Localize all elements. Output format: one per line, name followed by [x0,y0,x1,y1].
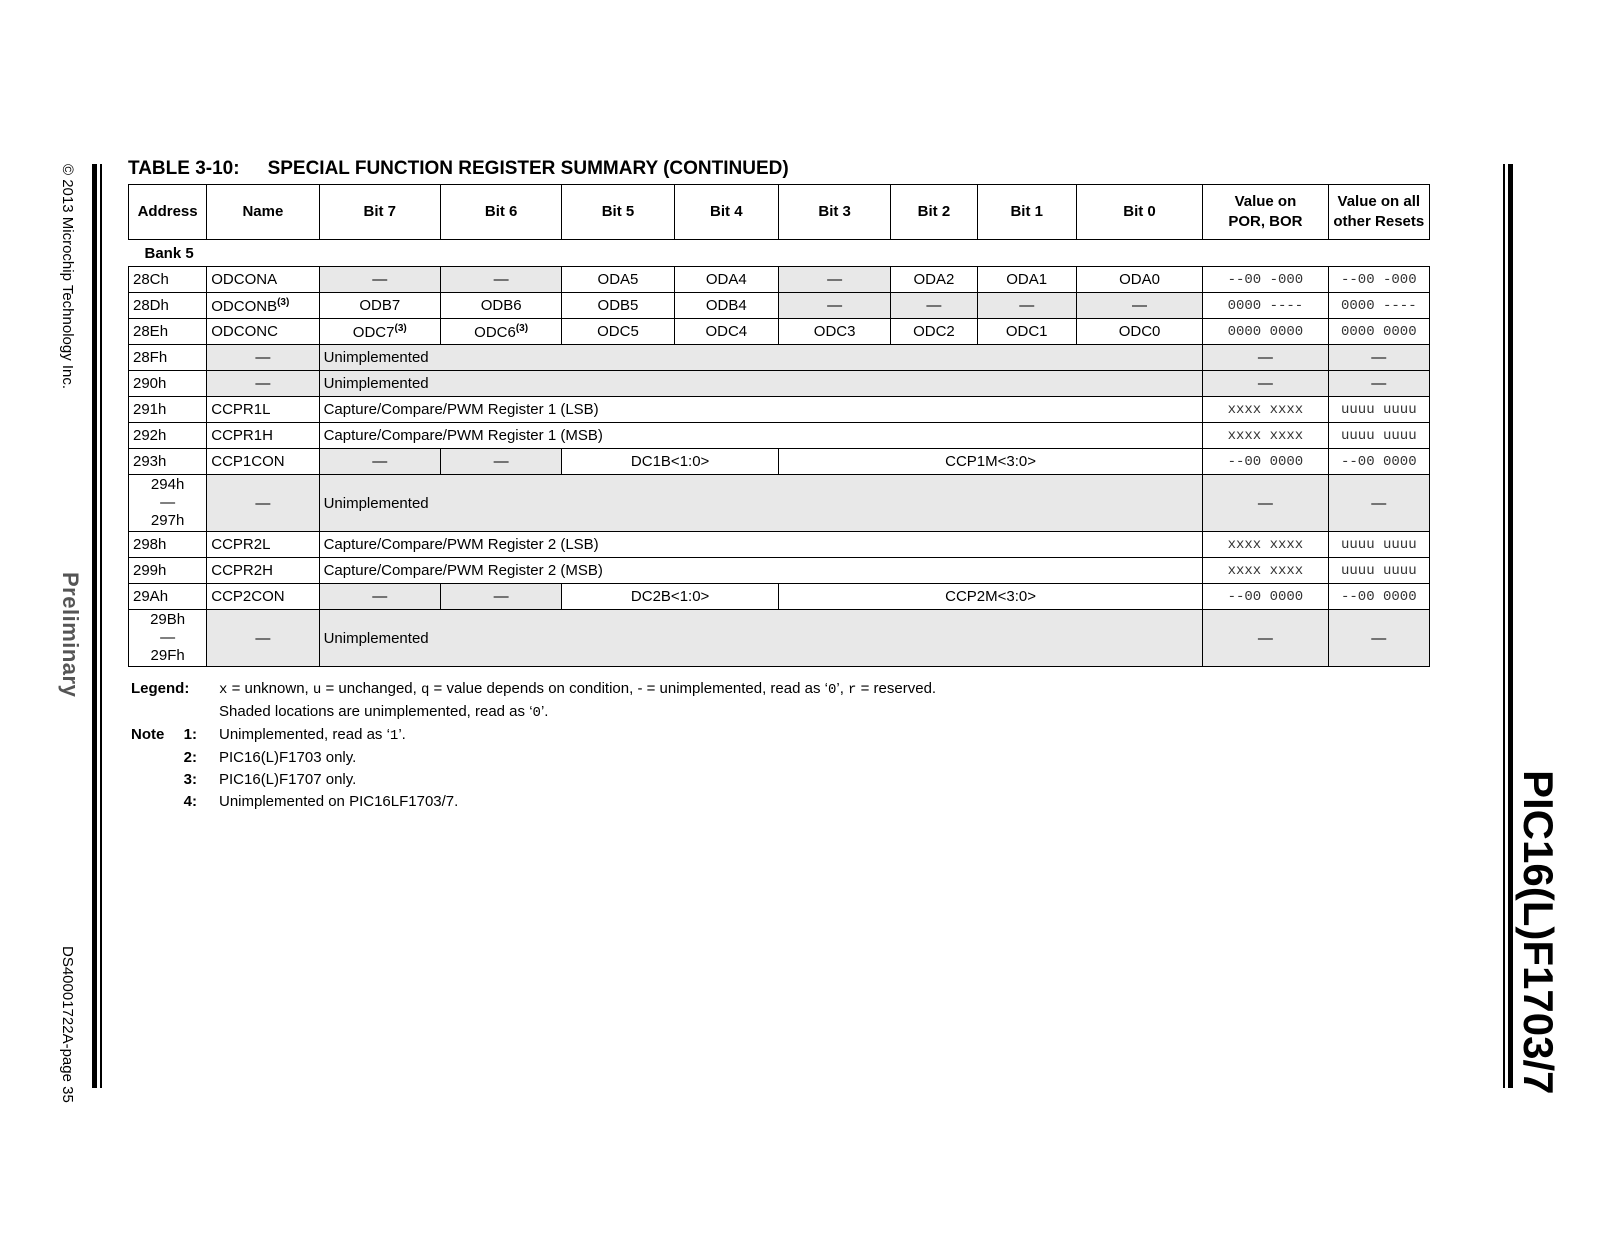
register-name-cell: CCPR2L [207,532,319,558]
col-header-name: Name [207,185,319,240]
col-header-bit5: Bit 5 [562,185,674,240]
legend-shaded-b: ’. [540,703,549,720]
table-row [129,475,1430,532]
note-1-b: ’. [398,726,406,743]
footnote-ref: (3) [394,322,407,334]
note-label [131,724,219,747]
legend-text [219,678,936,701]
address-cell: 28Eh [129,319,207,345]
address-cell: 299h [129,558,207,584]
legend-q: q [420,682,430,698]
register-name-cell: — [207,610,319,667]
bit6-cell: — [440,267,561,293]
table-row [129,584,1430,610]
other-reset-value-cell: — [1328,610,1429,667]
legend-after-zero: ’, [836,680,849,697]
table-row [129,397,1430,423]
address-cell: 291h [129,397,207,423]
address-range-end: 29Fh [150,647,185,664]
header-row [129,185,1430,240]
legend-shaded-text [219,701,548,724]
address-range-cell [129,475,207,532]
other-reset-value-cell: --00 0000 [1328,449,1429,475]
bit0-cell: — [1076,293,1202,319]
note-1-a: Unimplemented, read as ‘ [219,726,390,743]
note-1 [131,724,936,747]
note-number: 2: [183,749,197,766]
register-name-cell: CCP1CON [207,449,319,475]
bank-row [129,240,1430,267]
legend-shaded-zero: 0 [532,705,541,721]
col-header-bit3: Bit 3 [778,185,890,240]
note-number: 3: [183,771,197,788]
col-header-bit1: Bit 1 [977,185,1076,240]
table-row [129,449,1430,475]
bit6-cell [440,319,561,345]
bit1-cell: — [977,293,1076,319]
por-value-cell: --00 0000 [1203,584,1328,610]
legend-x: x [219,682,228,698]
bit6-cell: — [440,584,561,610]
address-cell: 28Dh [129,293,207,319]
bit2-cell: ODA2 [891,267,977,293]
other-reset-value-cell: --00 0000 [1328,584,1429,610]
legend-indent [131,701,219,724]
col-header-address: Address [129,185,207,240]
description-cell: Unimplemented [319,475,1203,532]
address-cell: 28Ch [129,267,207,293]
other-reset-value-cell: uuuu uuuu [1328,397,1429,423]
legend-label: Legend: [131,680,190,697]
left-border-bar-thick [92,164,97,1088]
other-header-line2: other Resets [1333,213,1425,230]
col-header-bit2: Bit 2 [891,185,977,240]
table-number: TABLE 3-10: [128,158,240,179]
description-cell: Unimplemented [319,610,1203,667]
other-reset-value-cell: --00 -000 [1328,267,1429,293]
part-number-heading: PIC16(L)F1703/7 [1515,770,1562,1095]
address-cell: 293h [129,449,207,475]
note-text: PIC16(L)F1703 only. [219,749,357,766]
table-row [129,267,1430,293]
por-value-cell: --00 0000 [1203,449,1328,475]
register-name: ODCONB [211,297,278,315]
note-text [219,724,406,747]
note-4 [131,791,936,813]
note-number: 1: [183,726,197,743]
por-value-cell: --00 -000 [1203,267,1328,293]
bit7-cell: — [319,267,440,293]
legend-x-text: = unknown, [227,680,313,697]
bit4-cell: ODC4 [674,319,778,345]
description-cell: Capture/Compare/PWM Register 2 (LSB) [319,532,1203,558]
register-name-cell: ODCONC [207,319,319,345]
col-header-por-bor [1203,185,1328,240]
por-value-cell: — [1203,475,1328,532]
bank-label: Bank 5 [144,244,194,262]
table-row [129,345,1430,371]
note-label [131,747,219,769]
copyright-notice: © 2013 Microchip Technology Inc. [59,164,76,390]
table-title [128,158,789,180]
bit7-cell: — [319,449,440,475]
bit7-cell [319,319,440,345]
description-cell: Capture/Compare/PWM Register 1 (LSB) [319,397,1203,423]
por-value-cell: — [1203,345,1328,371]
note-3 [131,769,936,791]
por-header-line2: POR, BOR [1228,213,1303,230]
right-border-bar-thin [1503,164,1505,1088]
table-row [129,532,1430,558]
por-header-line1: Value on [1234,193,1297,210]
bit4-cell: ODA4 [674,267,778,293]
register-name-cell: — [207,371,319,397]
address-range-dash: — [160,494,176,511]
address-range-end: 297h [150,512,185,529]
document-page-number: DS40001722A-page 35 [59,946,76,1103]
table-row [129,558,1430,584]
legend-u: u [312,682,322,698]
table-row [129,610,1430,667]
bit3-cell: — [778,267,890,293]
other-reset-value-cell: — [1328,475,1429,532]
description-cell: Unimplemented [319,371,1203,397]
table-row [129,319,1430,345]
bit6-cell: ODB6 [440,293,561,319]
col-header-bit0: Bit 0 [1076,185,1202,240]
legend-shaded-a: Shaded locations are unimplemented, read as ‘ [219,703,533,720]
address-range-cell [129,610,207,667]
description-cell: Capture/Compare/PWM Register 1 (MSB) [319,423,1203,449]
address-cell: 28Fh [129,345,207,371]
register-name-cell: — [207,345,319,371]
ccpm-bits-cell: CCP1M<3:0> [778,449,1202,475]
bit7-cell: ODB7 [319,293,440,319]
address-range-start: 294h [150,476,185,493]
address-range-start: 29Bh [150,611,186,628]
other-reset-value-cell: uuuu uuuu [1328,532,1429,558]
bit5-cell: ODA5 [562,267,674,293]
register-name-cell: ODCONA [207,267,319,293]
note-2 [131,747,936,769]
bit0-cell: ODC0 [1076,319,1202,345]
address-range-dash: — [160,629,176,646]
por-value-cell: xxxx xxxx [1203,558,1328,584]
bit1-cell: ODA1 [977,267,1076,293]
bit1-cell: ODC1 [977,319,1076,345]
description-cell: Unimplemented [319,345,1203,371]
note-text: Unimplemented on PIC16LF1703/7. [219,793,459,810]
other-reset-value-cell: — [1328,371,1429,397]
dc-bits-cell: DC2B<1:0> [562,584,779,610]
table-caption: SPECIAL FUNCTION REGISTER SUMMARY (CONTINUED) [267,158,789,179]
bit5-cell: ODC5 [562,319,674,345]
note-number: 4: [183,793,197,810]
legend-q-text: = value depends on condition, - = unimplemented, read as ‘ [429,680,828,697]
legend-r: r [848,682,857,698]
description-cell: Capture/Compare/PWM Register 2 (MSB) [319,558,1203,584]
por-value-cell: 0000 0000 [1203,319,1328,345]
note-label [131,791,219,813]
address-cell: 292h [129,423,207,449]
legend-block [131,678,936,813]
register-name-cell: CCP2CON [207,584,319,610]
note-word: Note [131,726,165,743]
note-1-one: 1 [389,728,399,744]
other-reset-value-cell: 0000 0000 [1328,319,1429,345]
address-cell: 290h [129,371,207,397]
bit6-cell: — [440,449,561,475]
bit-name: ODC7 [352,323,395,341]
register-name-cell: CCPR1H [207,423,319,449]
note-text: PIC16(L)F1707 only. [219,771,357,788]
legend-line-1 [131,678,936,701]
other-reset-value-cell: 0000 ---- [1328,293,1429,319]
footnote-ref: (3) [515,322,529,334]
por-value-cell: xxxx xxxx [1203,397,1328,423]
legend-zero: 0 [827,682,837,698]
bit4-cell: ODB4 [674,293,778,319]
register-name-cell: — [207,475,319,532]
other-reset-value-cell: — [1328,345,1429,371]
legend-u-text: = unchanged, [321,680,421,697]
bit3-cell: — [778,293,890,319]
por-value-cell: — [1203,371,1328,397]
legend-line-2 [131,701,936,724]
col-header-bit4: Bit 4 [674,185,778,240]
dc-bits-cell: DC1B<1:0> [562,449,779,475]
bit-name: ODC6 [474,323,516,341]
left-border-bar-thin [100,164,102,1088]
register-name-cell: CCPR1L [207,397,319,423]
footnote-ref: (3) [277,296,290,308]
bit5-cell: ODB5 [562,293,674,319]
register-name-cell [207,293,319,319]
bit0-cell: ODA0 [1076,267,1202,293]
por-value-cell: — [1203,610,1328,667]
legend-r-text: = reserved. [856,680,937,697]
col-header-other-resets [1328,185,1429,240]
bit3-cell: ODC3 [778,319,890,345]
preliminary-label: Preliminary [58,572,83,698]
bit2-cell: — [891,293,977,319]
por-value-cell: xxxx xxxx [1203,423,1328,449]
right-border-bar-thick [1508,164,1513,1088]
bit2-cell: ODC2 [891,319,977,345]
por-value-cell: 0000 ---- [1203,293,1328,319]
other-reset-value-cell: uuuu uuuu [1328,423,1429,449]
table-row [129,423,1430,449]
address-cell: 298h [129,532,207,558]
address-cell: 29Ah [129,584,207,610]
sfr-summary-table [128,184,1430,667]
col-header-bit7: Bit 7 [319,185,440,240]
other-reset-value-cell: uuuu uuuu [1328,558,1429,584]
por-value-cell: xxxx xxxx [1203,532,1328,558]
register-name-cell: CCPR2H [207,558,319,584]
col-header-bit6: Bit 6 [440,185,561,240]
ccpm-bits-cell: CCP2M<3:0> [778,584,1202,610]
other-header-line1: Value on all [1337,193,1421,210]
note-label [131,769,219,791]
table-row [129,293,1430,319]
bit7-cell: — [319,584,440,610]
table-row [129,371,1430,397]
